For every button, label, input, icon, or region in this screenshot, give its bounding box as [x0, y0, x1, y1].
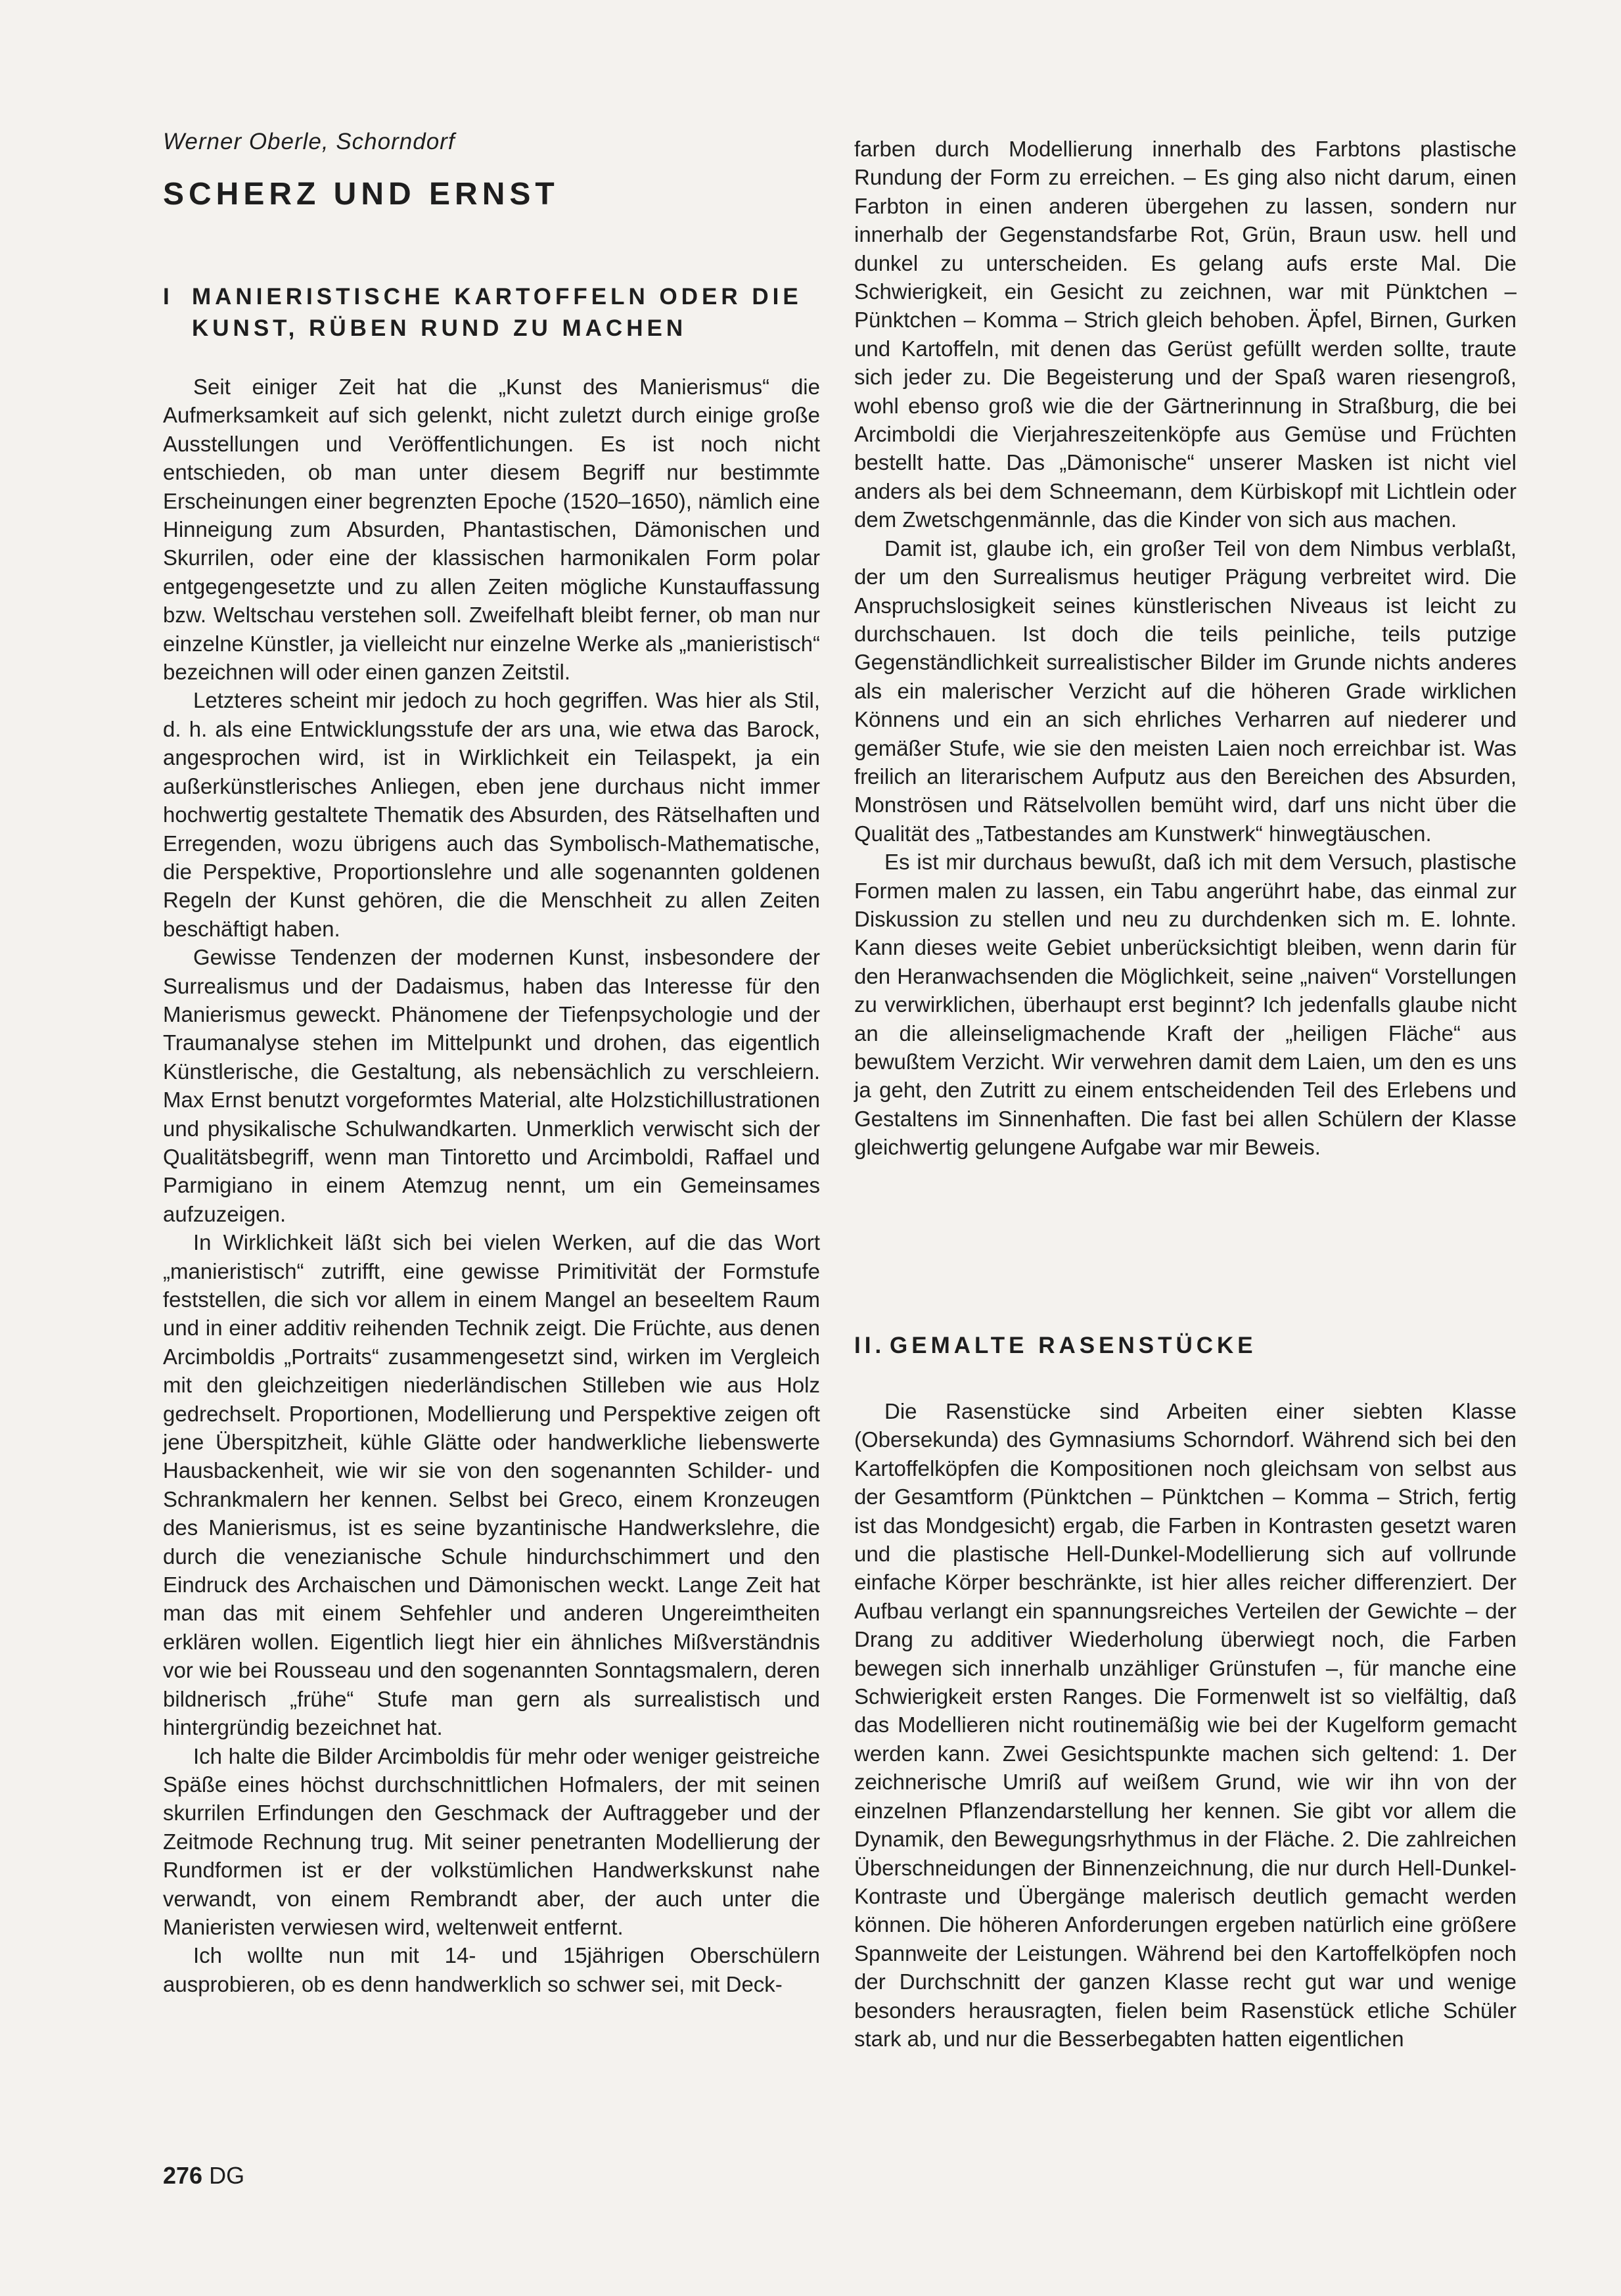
- paragraph: Gewisse Tendenzen der modernen Kunst, insbesondere der Surrealismus und der Dadaismus, haben das Interesse für den Manierismus geweckt. Phänomene der Tiefenpsychologie und der Traumanalyse stehen im Mittelpunkt und drohen, das eigentlich Künstlerische, die Gestaltung, als nebensächlich zu verschleiern. Max Ernst benutzt vorgeformtes Material, alte Holzstichillustrationen und physikalische Schulwandkarten. Unmerklich verwischt sich der Qualitätsbegriff, wenn man Tintoretto und Arcimboldi, Raffael und Parmigiano in einem Atemzug nennt, um ein Gemeinsames aufzuzeigen.: [163, 945, 820, 1226]
- journal-abbreviation: DG: [209, 2162, 245, 2189]
- section-1-heading-line-1: MANIERISTISCHE KARTOFFELN ODER DIE: [192, 284, 802, 310]
- section-1-heading: [163, 281, 820, 344]
- page-footer: [163, 2162, 244, 2190]
- paragraph: Letzteres scheint mir jedoch zu hoch gegriffen. Was hier als Stil, d. h. als eine Entwicklungsstufe der ars una, wie etwa das Barock, angesprochen wird, ist in Wirklichkeit ein Teilaspekt, ja ein außerkünstlerisches Anliegen, eben jene durchaus nicht immer hochwertig gestaltete Thematik des Absurden, des Rätselhaften und Erregenden, wozu übrigens auch das Symbolisch-Mathematische, die Perspektive, Proportionslehre und alle sogenannten goldenen Regeln der Kunst gehören, die die Menschheit zu allen Zeiten beschäftigt haben.: [163, 688, 820, 941]
- article-title: SCHERZ UND ERNST: [163, 177, 559, 212]
- section-2-number: II.: [854, 1333, 886, 1358]
- paragraph: Ich wollte nun mit 14- und 15jährigen Oberschülern ausprobieren, ob es denn handwerklich so schwer sei, mit Deck-: [163, 1943, 820, 1996]
- section-2-body: [854, 1397, 1517, 2053]
- paragraph: Es ist mir durchaus bewußt, daß ich mit dem Versuch, plastische Formen malen zu lassen, ein Tabu angerührt habe, das einmal zur Diskussion zu stellen und neu zu durchdenken sich m. E. lohnte. Kann dieses weite Gebiet unberücksichtigt bleiben, wenn darin für den Heranwachsenden die Möglichkeit, seine „naiven“ Vorstellungen zu verwirklichen, überhaupt erst beginnt? Ich jedenfalls glaube nicht an die alleinseligmachende Kraft der „heiligen Fläche“ aus bewußtem Verzicht. Wir verwehren damit dem Laien, um den es uns ja geht, den Zutritt zu einem entscheidenden Teil des Erlebens und Gestaltens im Sinnenhaften. Die fast bei allen Schülern der Klasse gleichwertig gelungene Aufgabe war mir Beweis.: [854, 850, 1517, 1160]
- section-2-heading-text: GEMALTE RASENSTÜCKE: [890, 1333, 1257, 1358]
- section-1-number: I: [163, 284, 173, 310]
- paragraph: In Wirklichkeit läßt sich bei vielen Werken, auf die das Wort „manieristisch“ zutrifft, eine gewisse Primitivität der Formstufe feststellen, die sich vor allem in einem Mangel an beseeltem Raum und in einer additiv reihenden Technik zeigt. Die Früchte, aus denen Arcimboldis „Portraits“ zusammengesetzt sind, wirken im Vergleich mit den gleichzeitigen niederländischen Stilleben wie aus Holz gedrechselt. Proportionen, Modellierung und Perspektive zeigen oft jene Überspitzheit, kühle Glätte oder handwerkliche liebenswerte Hausbackenheit, wie wir sie von den sogenannten Schilder- und Schrankmalern her kennen. Selbst bei Greco, einem Kronzeugen des Manierismus, ist es seine byzantinische Handwerkslehre, die durch die venezianische Schule hindurchschimmert und den Eindruck des Archaischen und Dämonischen weckt. Lange Zeit hat man das mit einem Sehfehler und anderen Ungereimtheiten erklären wollen. Eigentlich liegt hier ein ähnliches Mißverständnis vor wie bei Rousseau und den sogenannten Sonntagsmalern, deren bildnerisch „frühe“ Stufe man gern als surrealistisch und hintergründig bezeichnet hat.: [163, 1230, 820, 1740]
- paragraph: farben durch Modellierung innerhalb des Farbtons plastische Rundung der Form zu erreichen. – Es ging also nicht darum, einen Farbton in einen anderen übergehen zu lassen, sondern nur innerhalb der Gegenstandsfarbe Rot, Grün, Braun usw. hell und dunkel zu unterscheiden. Es gelang aufs erste Mal. Die Schwierigkeit, ein Gesicht zu zeichnen, war mit Pünktchen – Pünktchen – Komma – Strich gleich behoben. Äpfel, Birnen, Gurken und Kartoffeln, mit denen das Gerüst gefüllt werden sollte, traute sich jeder zu. Die Begeisterung und der Spaß waren riesengroß, wohl ebenso groß wie die der Gärtnerinnung in Straßburg, die bei Arcimboldi die Vierjahreszeitenköpfe aus Gemüse und Früchten bestellt hatte. Das „Dämonische“ unserer Masken ist nicht viel anders als bei dem Schneemann, dem Kürbiskopf mit Lichtlein oder dem Zwetschgenmännle, das die Kinder von sich aus machen.: [854, 137, 1517, 532]
- paragraph: Seit einiger Zeit hat die „Kunst des Manierismus“ die Aufmerksamkeit auf sich gelenkt, nicht zuletzt durch einige große Ausstellungen und Veröffentlichungen. Es ist noch nicht entschieden, ob man unter diesem Begriff nur bestimmte Erscheinungen einer begrenzten Epoche (1520–1650), nämlich eine Hinneigung zum Absurden, Phantastischen, Dämonischen und Skurrilen, oder eine der klassischen harmonikalen Form polar entgegengesetzte und zu allen Zeiten mögliche Kunstauffassung bzw. Weltschau verstehen soll. Zweifelhaft bleibt ferner, ob man nur einzelne Künstler, ja vielleicht nur einzelne Werke als „manieristisch“ bezeichnen will oder einen ganzen Zeitstil.: [163, 375, 820, 685]
- page-number: 276: [163, 2162, 203, 2189]
- section-2-heading: [854, 1330, 1517, 1362]
- author-line: Werner Oberle, Schorndorf: [163, 129, 455, 154]
- paragraph: Damit ist, glaube ich, ein großer Teil von dem Nimbus verblaßt, der um den Surrealismus heutiger Prägung verbreitet wird. Die Anspruchslosigkeit seines künstlerischen Niveaus ist leicht zu durchschauen. Ist doch die teils peinliche, teils putzige Gegenständlichkeit surrealistischer Bilder im Grunde nichts anderes als ein malerischer Verzicht auf die höheren Grade wirklichen Könnens und ein an sich ehrliches Verharren auf niederer und gemäßer Stufe, wie sie den meisten Laien noch erreichbar ist. Was freilich an literarischem Aufputz aus den Bereichen des Absurden, Monströsen und Rätselvollen bemüht wird, darf uns nicht über die Qualität des „Tatbestandes am Kunstwerk“ hinwegtäuschen.: [854, 536, 1517, 846]
- section-1-heading-line-2: KUNST, RÜBEN RUND ZU MACHEN: [192, 315, 687, 341]
- section-1-body: [163, 373, 820, 1998]
- paragraph: Die Rasenstücke sind Arbeiten einer siebten Klasse (Obersekunda) des Gymnasiums Schorndorf. Während sich bei den Kartoffelköpfen die Kompositionen noch gleichsam von selbst aus der Gesamtform (Pünktchen – Pünktchen – Komma – Strich, fertig ist das Mondgesicht) ergab, die Farben in Kontrasten gesetzt waren und die plastische Hell-Dunkel-Modellierung sich auf vollrunde einfache Körper beschränkte, ist hier alles reicher differenziert. Der Aufbau verlangt ein spannungsreiches Verteilen der Gewichte – der Drang zu additiver Wiederholung überwiegt noch, die Farben bewegen sich innerhalb unzähliger Grünstufen –, für manche eine Schwierigkeit ersten Ranges. Die Formenwelt ist so vielfältig, daß das Modellieren nicht routinemäßig wie bei der Kugelform gemacht werden kann. Zwei Gesichtspunkte machen sich geltend: 1. Der zeichnerische Umriß auf weißem Grund, wie wir ihn von der einzelnen Pflanzendarstellung her kennen. Sie gibt vor allem die Dynamik, den Bewegungsrhythmus in der Fläche. 2. Die zahlreichen Überschneidungen der Binnenzeichnung, die nur durch Hell-Dunkel-Kontraste und Übergänge malerisch deutlich gemacht werden können. Die höheren Anforderungen ergeben natürlich eine größere Spannweite der Leistungen. Während bei den Kartoffelköpfen noch der Durchschnitt der ganzen Klasse recht gut war und wenige besonders herausragten, fielen beim Rasenstück etliche Schüler stark ab, und nur die Besserbegabten hatten eigentlichen: [854, 1399, 1517, 2051]
- right-column-body: [854, 135, 1517, 1162]
- paragraph: Ich halte die Bilder Arcimboldis für mehr oder weniger geistreiche Späße eines höchst durchschnittlichen Hofmalers, der mit seinen skurrilen Erfindungen den Geschmack der Auftraggeber und der Zeitmode Rechnung trug. Mit seiner penetranten Modellierung der Rundformen ist er der volkstümlichen Handwerkskunst nahe verwandt, von einem Rembrandt aber, der auch unter die Manieristen verwiesen wird, weltenweit entfernt.: [163, 1743, 820, 1939]
